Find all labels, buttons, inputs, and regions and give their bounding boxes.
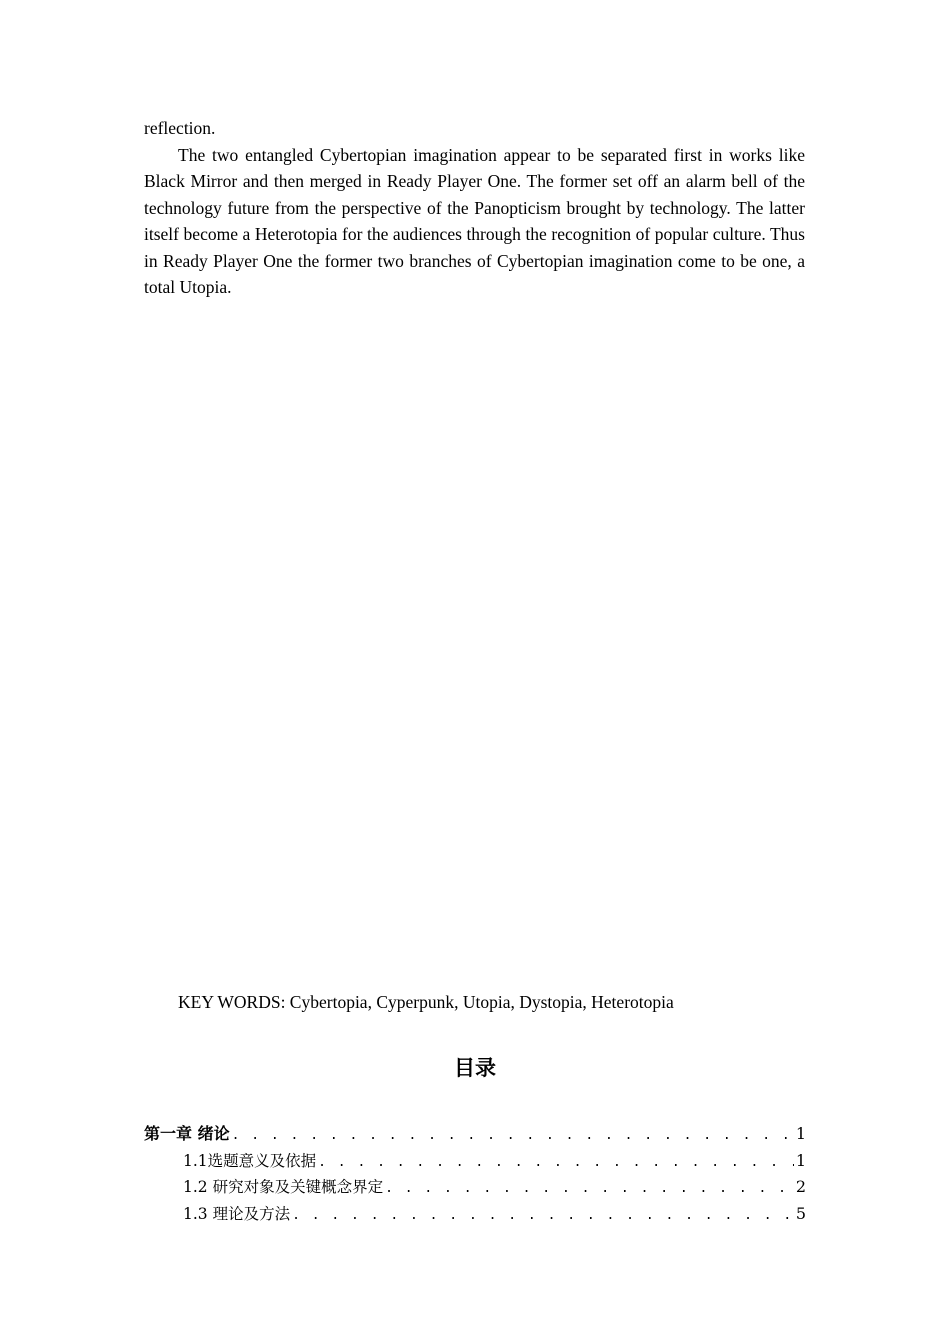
keywords-line: KEY WORDS: Cybertopia, Cyperpunk, Utopia, Dystopia, Heterotopia: [178, 992, 674, 1012]
toc-entry-page: 1: [795, 1150, 806, 1170]
toc-leader-dots: [318, 1150, 794, 1177]
toc-entry-chapter-1[interactable]: [144, 1121, 806, 1148]
toc-leader-dots: [385, 1176, 794, 1203]
toc-leader-dots: [292, 1203, 794, 1230]
table-of-contents: [144, 1121, 806, 1227]
toc-entry-label: 1.1选题意义及依据: [183, 1151, 317, 1170]
toc-leader-dots: [232, 1123, 794, 1150]
abstract-paragraph: The two entangled Cybertopian imagination appear to be separated first in works like Black Mirror and then merged in Ready Player One. The former set off an alarm bell of the technology future from the perspective of the Panopticism brought by technology. The latter itself become a Heterotopia for the audiences through the recognition of popular culture. Thus in Ready Player One the former two branches of Cybertopian imagination come to be one, a total Utopia.: [144, 144, 805, 297]
toc-entry-label: 第一章 绪论: [144, 1124, 230, 1143]
abstract-continuation-text: reflection.: [144, 118, 216, 138]
toc-entry-section-1-1[interactable]: [144, 1148, 806, 1175]
toc-entry-page: 1: [795, 1124, 806, 1143]
toc-entry-page: 2: [795, 1177, 806, 1196]
toc-entry-label: 1.2 研究对象及关键概念界定: [183, 1178, 384, 1196]
toc-title: 目录: [454, 1056, 496, 1080]
toc-entry-page: 5: [795, 1203, 806, 1223]
toc-entry-section-1-2[interactable]: [144, 1174, 806, 1201]
toc-entry-label: 1.3 理论及方法: [183, 1204, 291, 1223]
toc-entry-section-1-3[interactable]: [144, 1201, 806, 1228]
